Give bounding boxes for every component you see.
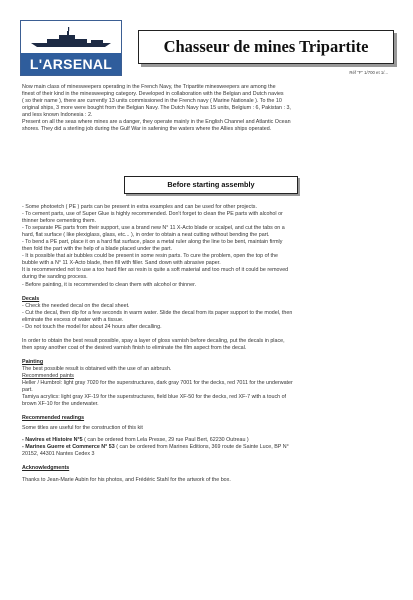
text-line: thinner before cementing them. bbox=[22, 218, 96, 225]
readings-heading: Recommended readings bbox=[22, 415, 85, 422]
text-line: - It is possible that air bubbles could be present in some resin parts. To cure the problem, open the top of the bbox=[22, 253, 278, 260]
text-line: 20152, 44301 Nantes Cedex 3 bbox=[22, 451, 95, 458]
text-line: then fold the part with the help of a blade placed under the part. bbox=[22, 246, 173, 253]
brand-logo bbox=[20, 20, 122, 76]
text-line: - Before painting, it is recommended to clean them with alcohol or thinner. bbox=[22, 281, 197, 288]
intro-paragraph bbox=[22, 84, 394, 133]
reading-detail: ( can be ordered from Marines Editions, 369 route de Sainte Luce, BP N° bbox=[114, 444, 289, 451]
text-line: - Check the needed decal on the decal sheet. bbox=[22, 302, 130, 309]
text-line: - To bend a PE part, place it on a hard flat surface, place a metal ruler along the line to be bent, maintain firmly bbox=[22, 239, 283, 246]
text-line: brown XF-10 for the underwater. bbox=[22, 401, 99, 408]
text-line: Present on all the seas where mines are a danger, they operate mainly in the English Channel and Atlantic Ocean bbox=[22, 119, 291, 126]
text-line: - Cut the decal, then dip for a few seconds in warm water. Slide the decal from its paper support to the model, then bbox=[22, 309, 293, 316]
section-title: Before starting assembly bbox=[124, 176, 298, 194]
text-line: Tamiya acrylics: light gray XF-19 for the superstructures, field blue XF-50 for the decks, red XF-7 with a touch of bbox=[22, 394, 287, 401]
text-line: - To separate PE parts from their support, use a brand new N° 11 X-Acto blade or scalpel, and cut the tabs on a bbox=[22, 225, 285, 232]
reading-item bbox=[22, 437, 394, 444]
text-line: In order to obtain the best result possible, spay a layer of gloss varnish before decaling, put the decals in place, bbox=[22, 337, 285, 344]
text-line: Thanks to Jean-Marie Aubin for his photos, and Frédéric Stahl for the artwork of the box. bbox=[22, 476, 231, 483]
text-line: eliminate the excess of water with a tissue. bbox=[22, 316, 124, 323]
brand-name: L'ARSENAL bbox=[21, 53, 121, 75]
text-line: ( so their name ), there are currently 13 units commissioned in the French navy ( Marine Nationale ). To the 10 bbox=[22, 98, 282, 105]
ship-silhouette-icon bbox=[29, 27, 113, 49]
text-line: - Some photoetch ( PE ) parts can be present in extra examples and can be used for other projects. bbox=[22, 204, 257, 210]
text-line: part. bbox=[22, 387, 33, 394]
reading-detail: ( can be ordered from Lela Presse, 29 rue Paul Bert, 62230 Outreau ) bbox=[82, 437, 249, 444]
text-line: Heller / Humbrol: light gray 7020 for the superstructures, dark gray 7001 for the decks, red 7011 for the underwater bbox=[22, 380, 293, 387]
text-line: during the sanding process. bbox=[22, 274, 88, 281]
text-line: It is recommended not to use a too hard filer as resin is quite a soft material and too much of it could be removed bbox=[22, 267, 289, 274]
reading-title: - Marines Guerre et Commerce N° 53 bbox=[22, 444, 115, 451]
text-line: shores. They did a sterling job during the Gulf War in safening the waters where the Allies ships operated. bbox=[22, 126, 272, 133]
instruction-sheet bbox=[20, 18, 394, 588]
text-line: - Do not touch the model for about 24 hours after decalling. bbox=[22, 323, 162, 330]
assembly-instructions bbox=[22, 204, 394, 484]
ack-heading: Acknowledgments bbox=[22, 465, 70, 472]
text-line: - To cement parts, use of Super Glue is highly recommended. Don't forget to clean the PE parts with alcohol or bbox=[22, 211, 283, 218]
text-line: Some titles are useful for the construction of this kit bbox=[22, 425, 143, 432]
decals-heading: Decals bbox=[22, 295, 40, 302]
text-line: bubble with a N° 11 X-Acto blade, then fill with filler. Sand down with abrasive paper. bbox=[22, 260, 221, 267]
text-line: The best possible result is obtained with the use of an airbrush. bbox=[22, 365, 172, 372]
page-title: Chasseur de mines Tripartite bbox=[138, 30, 394, 64]
text-line: finest of their kind in the minesweeping category. Developed in collaboration with the Belgian and Dutch navies bbox=[22, 91, 284, 98]
text-line: Now main class of minesweepers operating in the French Navy, the Tripartite minesweepers are among the bbox=[22, 84, 276, 90]
paints-subheading: Recommended paints bbox=[22, 372, 74, 379]
text-line: then spray another coat of the desired varnish finish to eliminate the film aspect from the decal. bbox=[22, 344, 247, 351]
painting-heading: Painting bbox=[22, 358, 44, 365]
reference-code: Réf "F" 1/700 et 1/... bbox=[349, 70, 388, 75]
reading-item bbox=[22, 444, 394, 451]
reading-title: - Navires et Histoire N°5 bbox=[22, 437, 83, 444]
text-line: and less known Indonesia : 2. bbox=[22, 112, 93, 119]
text-line: original ships, 3 more were bought from the Belgian Navy. The Dutch Navy has 15 units, Belgium : 6, Pakistan : 3, bbox=[22, 105, 291, 112]
text-line: hard, flat surface ( like plexiglass, glass, etc... ), in order to obtain a neat cutting without bending the part. bbox=[22, 232, 270, 239]
